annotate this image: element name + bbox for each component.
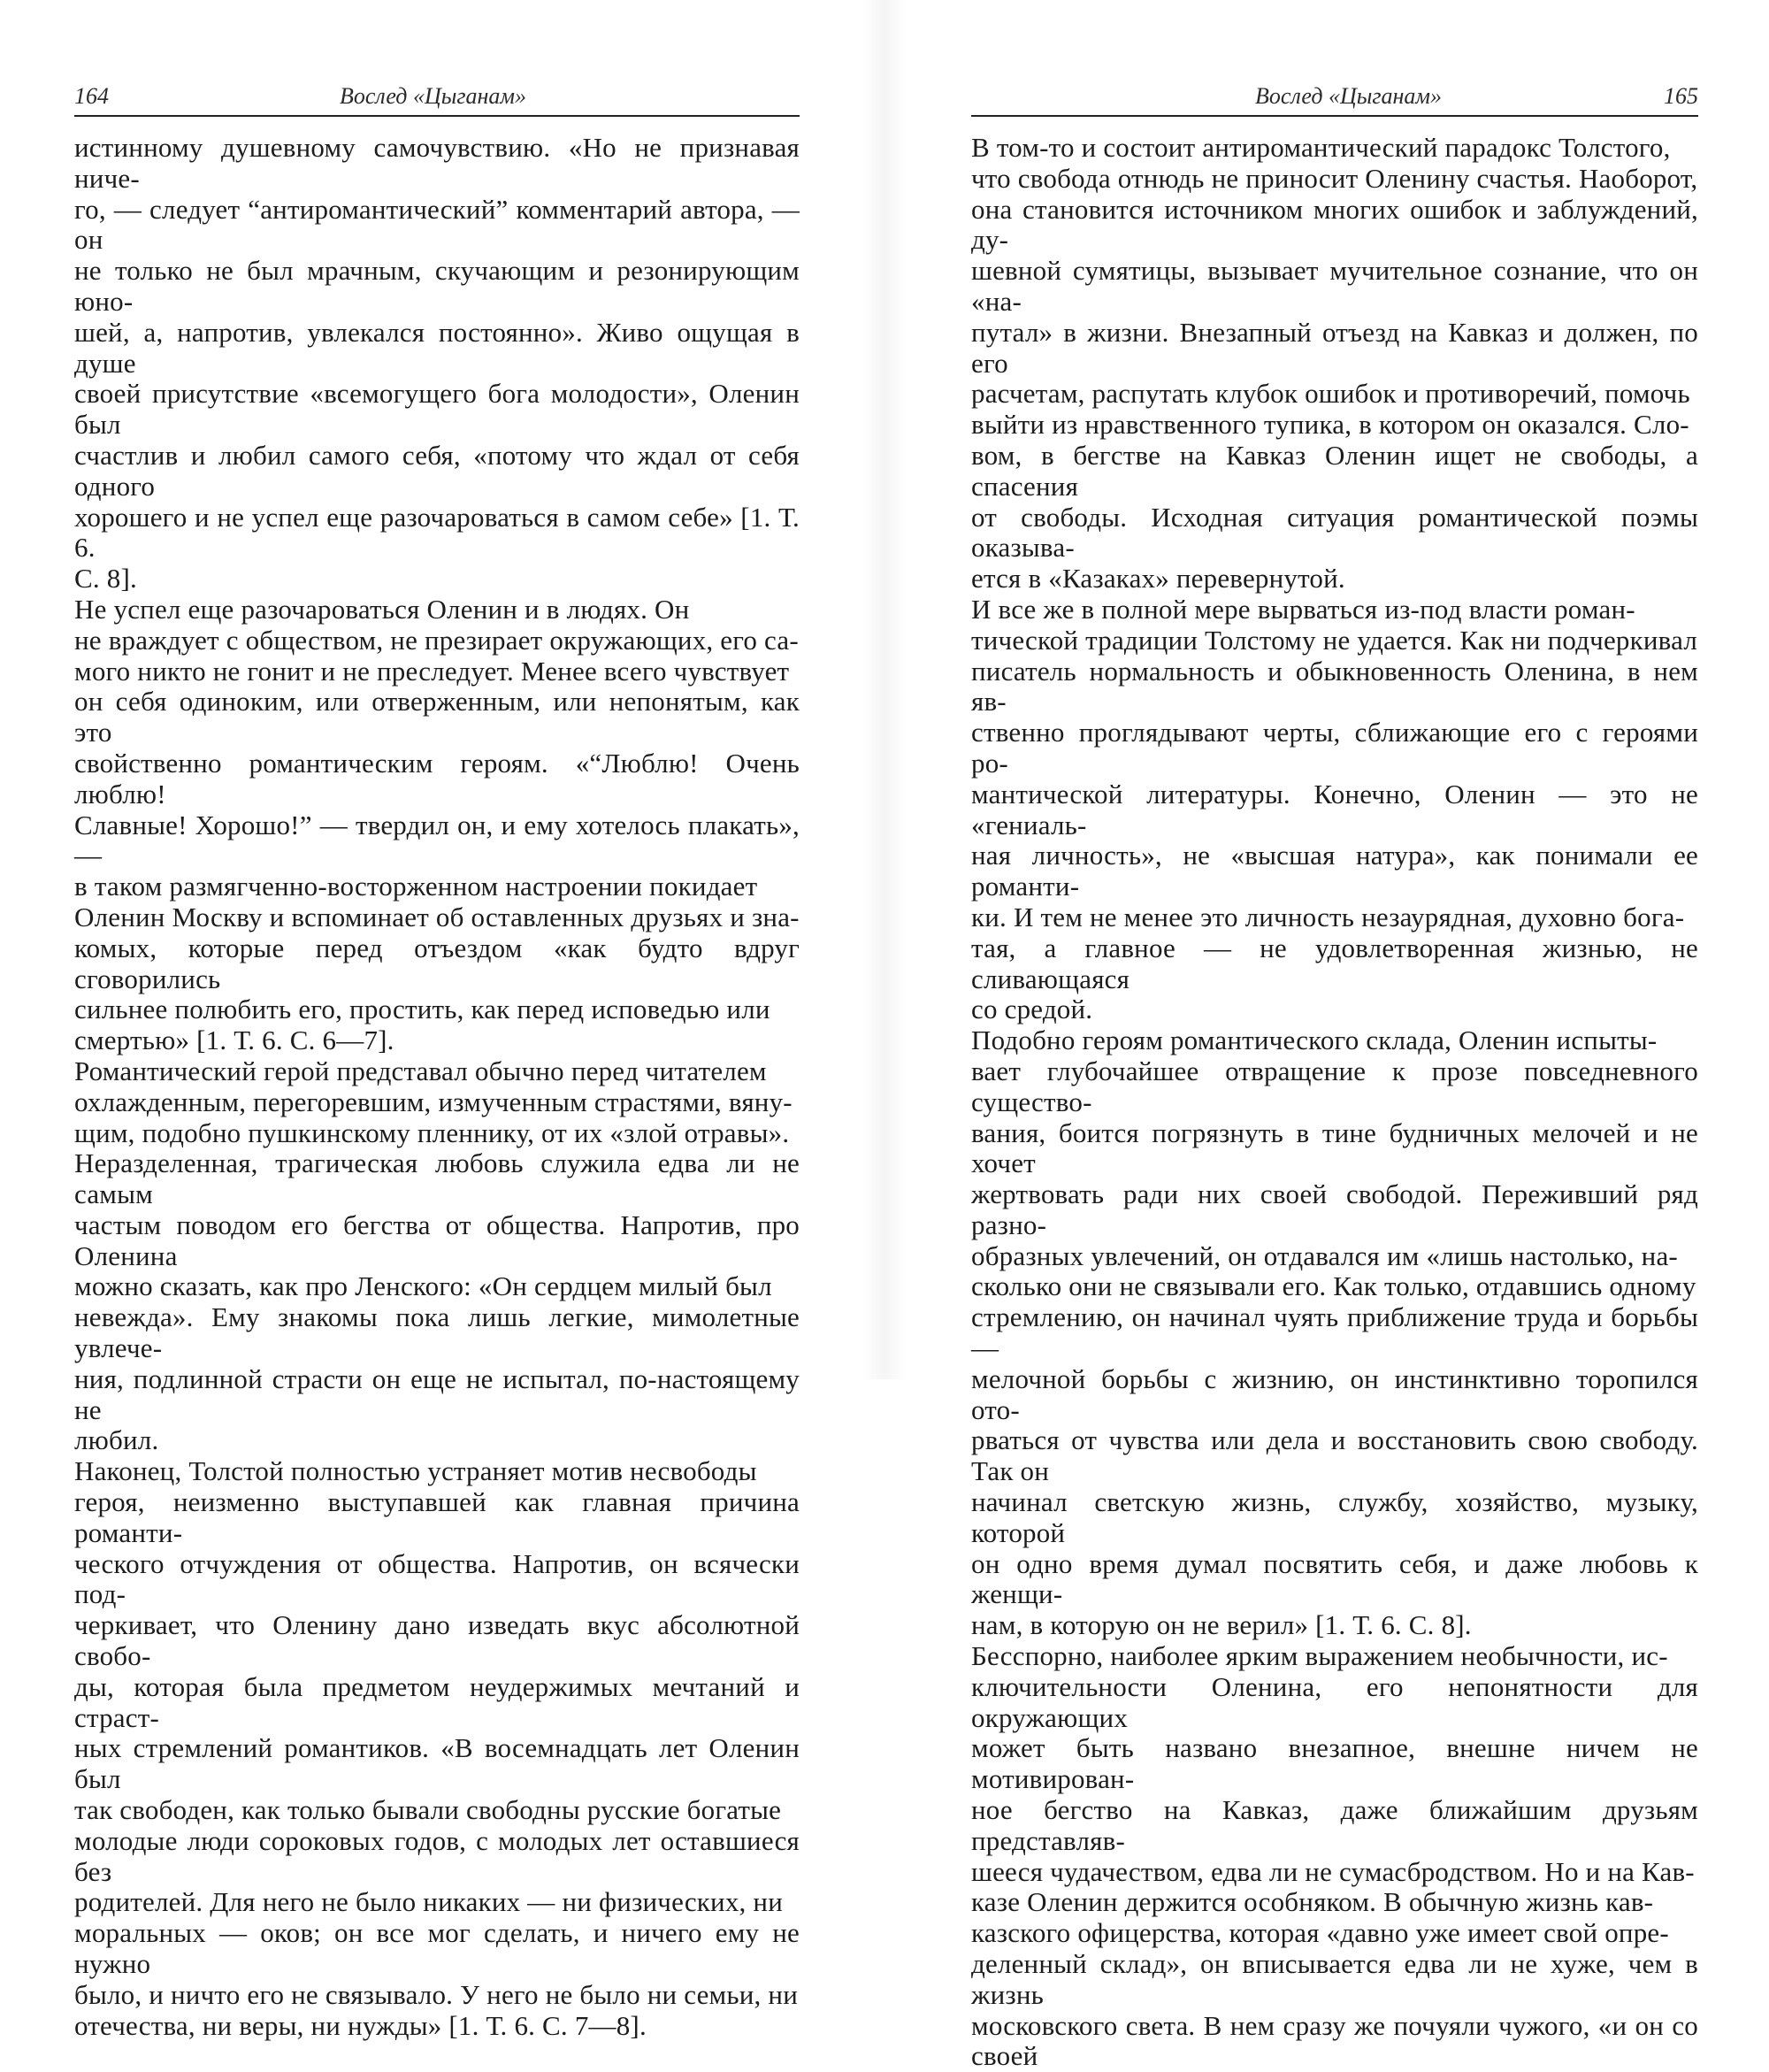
right-page-header — [971, 81, 1698, 117]
right-header-rule — [971, 115, 1698, 117]
left-page-number: 164 — [74, 83, 109, 109]
left-page-body-text: истинному душевному самочувствию. «Но не признавая ниче- го, — следует “антиромантический” комментарий автора, — он не только не был мрачным, скучающим и резонирующим юно- шей, а, напротив, увлекался постоянно». Живо ощущая в душе своей присутствие «всемогущего бога молодости», Оленин был счастлив и любил самого себя, «потому что ждал от себя одного хорошего и не успел еще разочароваться в самом себе» [1. Т. 6. С. 8]. Не успел еще разочароваться Оленин и в людях. Он не враждует с обществом, не презирает окружающих, его са- мого никто не гонит и не преследует. Менее всего чувствует он себя одиноким, или отверженным, или непонятым, как это свойственно романтическим героям. «“Люблю! Очень люблю! Славные! Хорошо!” — твердил он, и ему хотелось плакать», — в таком размягченно-восторженном настроении покидает Оленин Москву и вспоминает об оставленных друзьях и зна- комых, которые перед отъездом «как будто вдруг сговорились сильнее полюбить его, простить, как перед исповедью или смертью» [1. Т. 6. С. 6—7]. Романтический герой представал обычно перед читателем охлажденным, перегоревшим, измученным страстями, вяну- щим, подобно пушкинскому пленнику, от их «злой отравы». Неразделенная, трагическая любовь служила едва ли не самым частым поводом его бегства от общества. Напротив, про Оленина можно сказать, как про Ленского: «Он сердцем милый был невежда». Ему знакомы пока лишь легкие, мимолетные увлече- ния, подлинной страсти он еще не испытал, по-настоящему не любил. Наконец, Толстой полностью устраняет мотив несвободы героя, неизменно выступавшей как главная причина романти- ческого отчуждения от общества. Напротив, он всячески под- черкивает, что Оленину дано изведать вкус абсолютной свобо- ды, которая была предметом неудержимых мечтаний и страст- ных стремлений романтиков. «В восемнадцать лет Оленин был так свободен, как только бывали свободны русские богатые молодые люди сороковых годов, с молодых лет оставшиеся без родителей. Для него не было никаких — ни физических, ни моральных — оков; он все мог сделать, и ничего ему не нужно было, и ничто его не связывало. У него не было ни семьи, ни отечества, ни веры, ни нужды» [1. Т. 6. С. 7—8]. — [74, 132, 800, 2041]
left-page — [0, 0, 884, 2041]
left-page-header — [74, 81, 800, 117]
left-header-rule — [74, 115, 800, 117]
right-page-body-text: В том-то и состоит антиромантический парадокс Толстого, что свобода отнюдь не приносит Оленину счастья. Наоборот, она становится источником многих ошибок и заблуждений, ду- шевной сумятицы, вызывает мучительное сознание, что он «на- путал» в жизни. Внезапный отъезд на Кавказ и должен, по его расчетам, распутать клубок ошибок и противоречий, помочь выйти из нравственного тупика, в котором он оказался. Сло- вом, в бегстве на Кавказ Оленин ищет не свободы, а спасения от свободы. Исходная ситуация романтической поэмы оказыва- ется в «Казаках» перевернутой. И все же в полной мере вырваться из-под власти роман- тической традиции Толстому не удается. Как ни подчеркивал писатель нормальность и обыкновенность Оленина, в нем яв- ственно проглядывают черты, сближающие его с героями ро- мантической литературы. Конечно, Оленин — это не «гениаль- ная личность», не «высшая натура», как понимали ее романти- ки. И тем не менее это личность незаурядная, духовно бога- тая, а главное — не удовлетворенная жизнью, не сливающаяся со средой. Подобно героям романтического склада, Оленин испыты- вает глубочайшее отвращение к прозе повседневного существо- вания, боится погрязнуть в тине будничных мелочей и не хочет жертвовать ради них своей свободой. Переживший ряд разно- образных увлечений, он отдавался им «лишь настолько, на- сколько они не связывали его. Как только, отдавшись одному стремлению, он начинал чуять приближение труда и борьбы — мелочной борьбы с жизнию, он инстинктивно торопился ото- рваться от чувства или дела и восстановить свою свободу. Так он начинал светскую жизнь, службу, хозяйство, музыку, которой он одно время думал посвятить себя, и даже любовь к женщи- нам, в которую он не верил» [1. Т. 6. С. 8]. Бесспорно, наиболее ярким выражением необычности, ис- ключительности Оленина, его непонятности для окружающих может быть названо внезапное, внешне ничем не мотивирован- ное бегство на Кавказ, даже ближайшим друзьям представляв- шееся чудачеством, едва ли не сумасбродством. Но и на Кав- казе Оленин держится особняком. В обычную жизнь кав- казского офицерства, которая «давно уже имеет свой опре- деленный склад», он вписывается едва ли не хуже, чем в жизнь московского света. В нем сразу же почуяли чужого, «и он со своей — [971, 132, 1698, 2072]
right-page — [884, 0, 1769, 2072]
right-page-number: 165 — [1664, 83, 1698, 109]
right-running-head: Вослед «Цыганам» — [1255, 83, 1442, 109]
left-running-head: Вослед «Цыганам» — [340, 83, 526, 109]
